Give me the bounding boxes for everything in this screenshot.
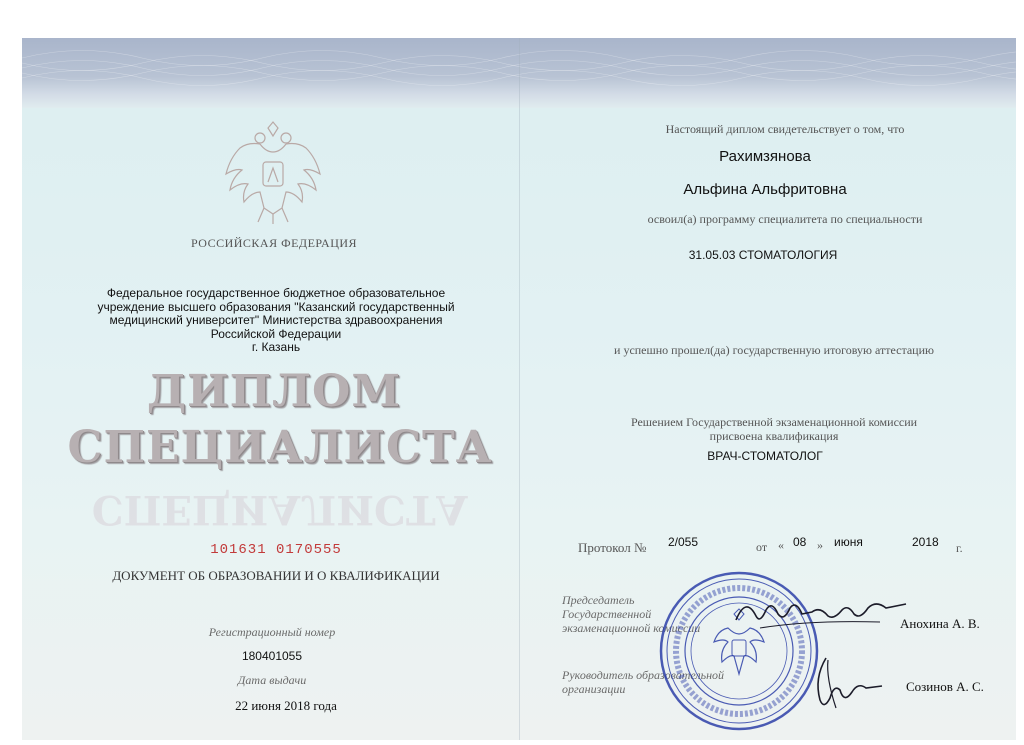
graduate-name: Альфина Альфритовна <box>683 181 847 198</box>
protocol-month: июня <box>834 535 863 549</box>
institution-name <box>97 287 454 355</box>
page-fold <box>519 38 520 740</box>
specialty: 31.05.03 СТОМАТОЛОГИЯ <box>688 248 838 262</box>
graduate-surname: Рахимзянова <box>719 148 811 165</box>
protocol-day: 08 <box>793 535 807 549</box>
head-name: Созинов А. С. <box>906 679 984 694</box>
program-text: освоил(а) программу специалитета по специальности <box>647 212 923 226</box>
institution-line: Российской Федерации <box>210 326 342 341</box>
chair-title-line: Государственной <box>562 607 652 621</box>
diploma-title-reflection: СПЕЦИАЛИСТА <box>91 486 469 533</box>
decision-line1: Решением Государственной экзаменационной комиссии <box>630 415 918 429</box>
decision-line2: присвоена квалификация <box>709 429 839 443</box>
diploma-title-line1: ДИПЛОМ <box>146 366 402 417</box>
issue-date-label: Дата выдачи <box>237 673 307 687</box>
chair-title-line: экзаменационной комиссии <box>562 621 701 635</box>
protocol-year: 2018 <box>912 535 939 549</box>
certifies-text: Настоящий диплом свидетельствует о том, что <box>665 122 905 136</box>
protocol-number: 2/055 <box>668 535 699 549</box>
registration-number: 180401055 <box>241 649 303 663</box>
document-type: ДОКУМЕНТ ОБ ОБРАЗОВАНИИ И О КВАЛИФИКАЦИИ <box>112 568 440 583</box>
date-quote-close: » <box>817 538 823 552</box>
country-name: РОССИЙСКАЯ ФЕДЕРАЦИЯ <box>190 236 358 250</box>
protocol-label: Протокол № <box>578 540 647 555</box>
date-quote-open: « <box>778 538 784 552</box>
institution-line: г. Казань <box>251 340 301 354</box>
diploma-serial-number: 101631 0170555 <box>210 542 342 558</box>
chair-name: Анохина А. В. <box>900 616 980 631</box>
issue-date: 22 июня 2018 года <box>235 698 337 713</box>
head-title-line: организации <box>562 682 626 696</box>
year-suffix: г. <box>956 541 963 555</box>
institution-line: медицинский университет" Министерства здравоохранения <box>109 313 443 327</box>
signature-icon <box>796 648 886 718</box>
signature-icon <box>730 590 910 635</box>
chair-title-line: Председатель <box>562 593 635 607</box>
diploma-title-line2: СПЕЦИАЛИСТА <box>67 422 493 473</box>
coat-of-arms-icon <box>218 118 328 228</box>
qualification: ВРАЧ-СТОМАТОЛОГ <box>707 449 823 463</box>
attestation-text: и успешно прошел(да) государственную итоговую аттестацию <box>614 343 934 357</box>
institution-line: Федеральное государственное бюджетное образовательное <box>106 286 446 300</box>
date-from-label: от <box>756 540 768 554</box>
head-title-line: Руководитель образовательной <box>562 668 725 682</box>
diploma-document <box>22 38 1016 740</box>
institution-line: учреждение высшего образования "Казанский государственный <box>97 299 455 314</box>
registration-label: Регистрационный номер <box>208 625 336 639</box>
